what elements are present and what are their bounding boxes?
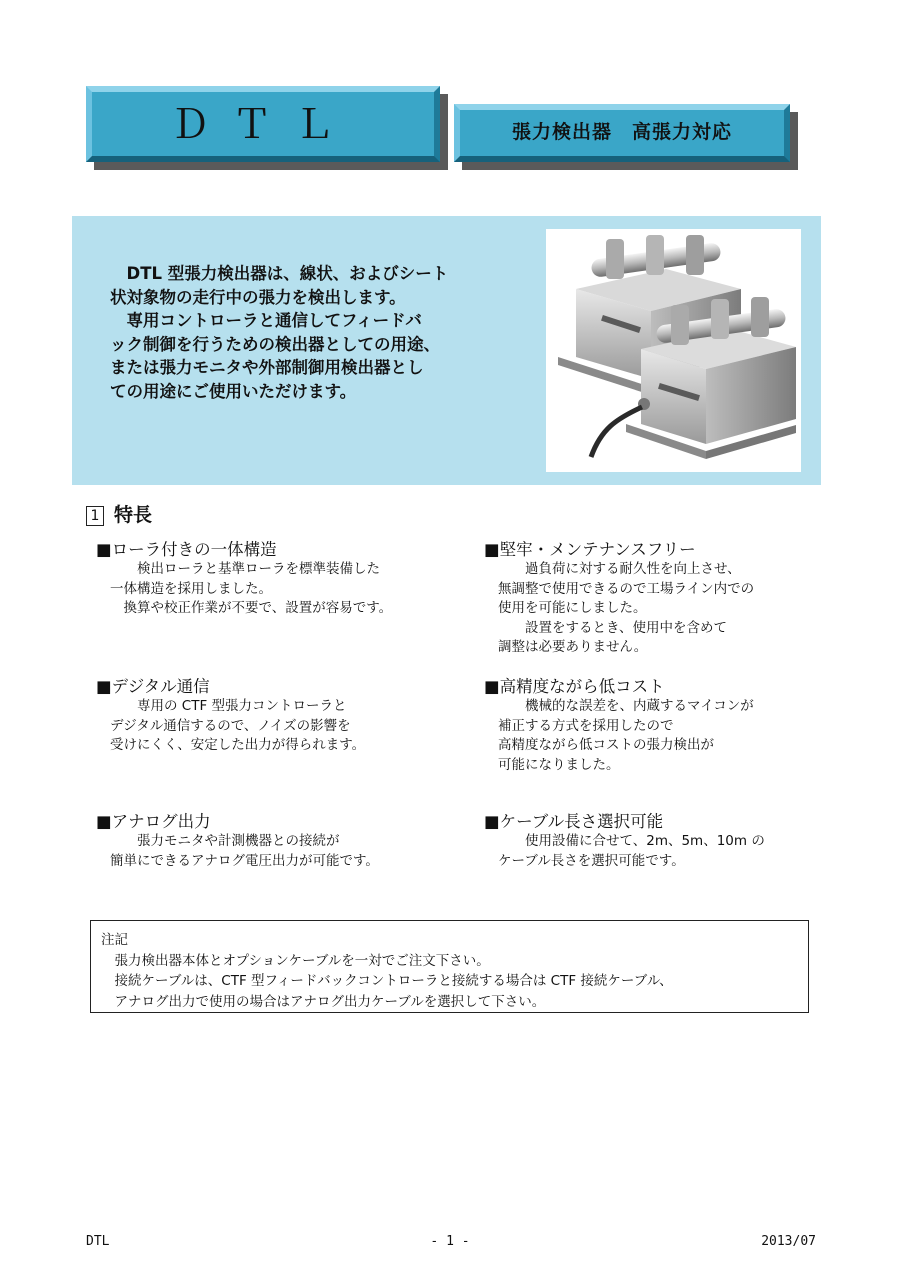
intro-line: または張力モニタや外部制御用検出器とし: [110, 358, 424, 377]
feature-body: 機械的な誤差を、内蔵するマイコンが 補正する方式を採用したので 高精度ながら低コストの張力検出が 可能になりました。: [498, 698, 754, 773]
product-photo: [546, 229, 801, 472]
subtitle-box: [454, 104, 790, 162]
feature-title: ■ローラ付きの一体構造: [96, 540, 277, 559]
feature-item: [484, 812, 765, 871]
note-text: 張力検出器本体とオプションケーブルを一対でご注文下さい。 接続ケーブルは、CTF 型フィードバックコントローラと接続する場合は CTF 接続ケーブル、 アナログ出力で使用の場合はアナログ出力ケーブルを選択して下さい。: [114, 952, 673, 1010]
feature-body: 使用設備に合せて、2m、5m、10m の ケーブル長さを選択可能です。: [498, 833, 765, 869]
feature-title: ■高精度ながら低コスト: [484, 677, 665, 696]
feature-body: 検出ローラと基準ローラを標準装備した 一体構造を採用しました。 換算や校正作業が不要で、設置が容易です。: [110, 561, 393, 616]
feature-title: ■ケーブル長さ選択可能: [484, 812, 664, 831]
feature-item: [96, 540, 392, 619]
intro-panel: [72, 216, 821, 485]
note-box: [90, 920, 809, 1013]
note-label: 注記: [101, 932, 128, 948]
feature-title: ■デジタル通信: [96, 677, 210, 696]
section-number: 1: [86, 506, 104, 526]
intro-line: DTL 型張力検出器は、線状、およびシート: [110, 264, 449, 283]
feature-title: ■アナログ出力: [96, 812, 211, 831]
intro-line: 専用コントローラと通信してフィードバ: [110, 311, 422, 330]
footer-date: 2013/07: [761, 1234, 816, 1249]
product-title: ＤＴＬ: [170, 102, 356, 148]
intro-line: 状対象物の走行中の張力を検出します。: [110, 287, 406, 307]
feature-body: 張力モニタや計測機器との接続が 簡単にできるアナログ電圧出力が可能です。: [110, 833, 379, 869]
feature-body: 過負荷に対する耐久性を向上させ、 無調整で使用できるので工場ライン内での 使用を可能にしました。 設置をするとき、使用中を含めて 調整は必要ありません。: [498, 561, 755, 655]
subtitle: 張力検出器 高張力対応: [511, 121, 732, 143]
feature-body: 専用の CTF 型張力コントローラと デジタル通信するので、ノイズの影響を 受けにくく、安定した出力が得られます。: [110, 698, 366, 753]
intro-line: ての用途にご使用いただけます。: [110, 381, 357, 401]
section-title: 特長: [114, 504, 153, 526]
footer-left: DTL: [86, 1234, 110, 1249]
intro-text: [110, 262, 448, 403]
intro-line: ック制御を行うための検出器としての用途、: [110, 334, 440, 354]
tension-detector-illustration: [546, 229, 801, 472]
product-title-box: [86, 86, 440, 162]
footer-page-number: - 1 -: [430, 1234, 470, 1249]
feature-item: [96, 677, 365, 756]
feature-title: ■堅牢・メンテナンスフリー: [484, 540, 696, 559]
feature-item: [484, 677, 754, 775]
feature-item: [96, 812, 379, 871]
feature-item: [484, 540, 754, 658]
